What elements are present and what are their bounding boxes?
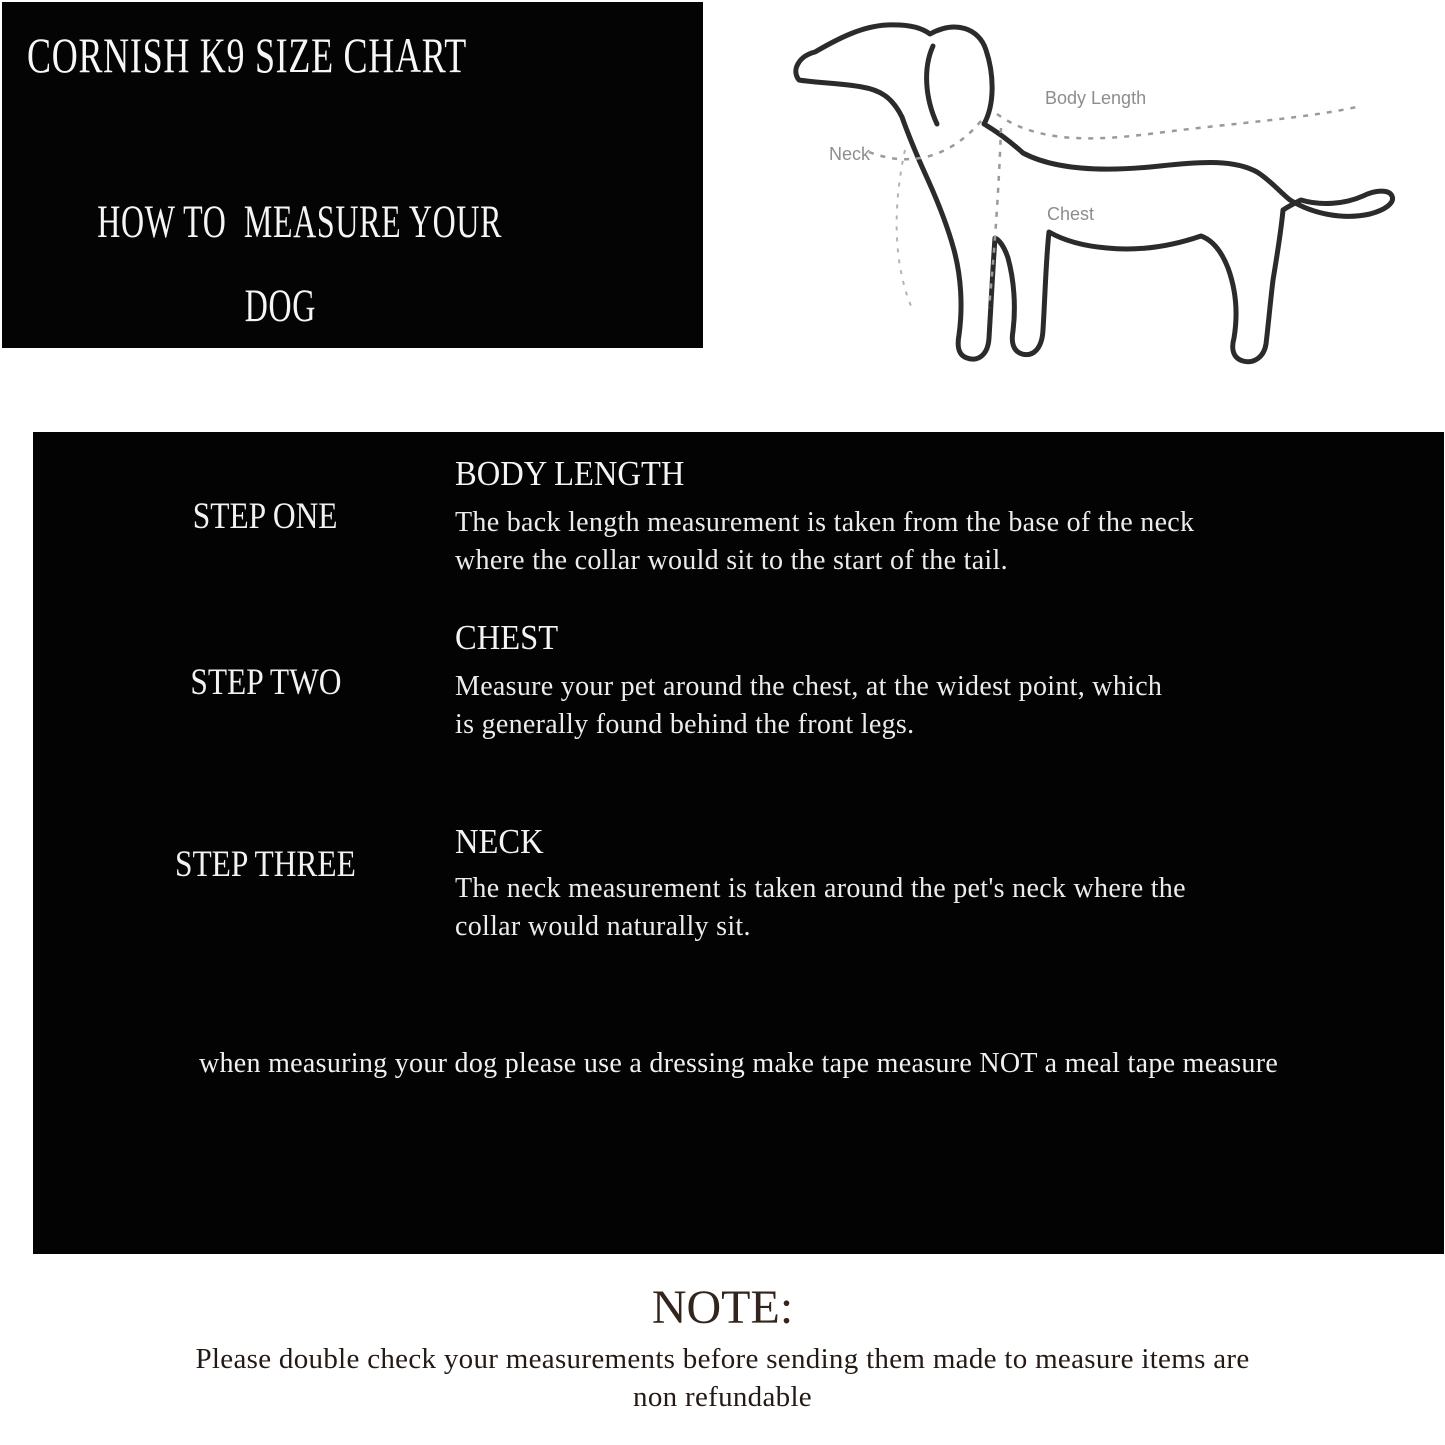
dog-ear-line: [927, 46, 937, 124]
chest-heading: CHEST: [455, 618, 559, 657]
page-title: CORNISH K9 SIZE CHART: [27, 27, 467, 83]
neck-label: Neck: [829, 144, 871, 164]
body-length-description: The back length measurement is taken from the base of the neck where the collar would sit to the start of the tail.: [455, 507, 1195, 576]
neck-description: The neck measurement is taken around the pet's neck where the collar would naturally sit.: [455, 873, 1186, 942]
body-length-measure-line: [997, 106, 1361, 138]
dog-outline-icon: [796, 25, 1393, 362]
step-three-label: STEP THREE: [175, 844, 356, 885]
footer-note-heading: NOTE:: [651, 1281, 794, 1334]
page-subtitle-line-2: DOG: [244, 280, 316, 332]
footer-note-text: Please double check your measurements before sending them made to measure items are non refundable: [195, 1343, 1250, 1413]
measuring-tip: when measuring your dog please use a dressing make tape measure NOT a meal tape measure: [198, 1048, 1279, 1079]
step-two-label: STEP TWO: [189, 662, 342, 703]
neck-measure-line: [869, 116, 985, 159]
chest-description: Measure your pet around the chest, at the widest point, which is generally found behind the front legs.: [455, 671, 1163, 740]
body-length-label: Body Length: [1045, 88, 1147, 108]
step-one-label: STEP ONE: [193, 496, 338, 537]
dog-diagram: [765, 0, 1445, 400]
chest-label: Chest: [1047, 204, 1095, 224]
page-subtitle-line-1: HOW TO MEASURE YOUR: [97, 196, 503, 248]
body-length-heading: BODY LENGTH: [455, 454, 685, 493]
steps-panel: [33, 432, 1444, 1254]
neck-heading: NECK: [455, 822, 544, 861]
chest-front-measure-line: [897, 150, 911, 306]
header-panel: [2, 2, 703, 348]
